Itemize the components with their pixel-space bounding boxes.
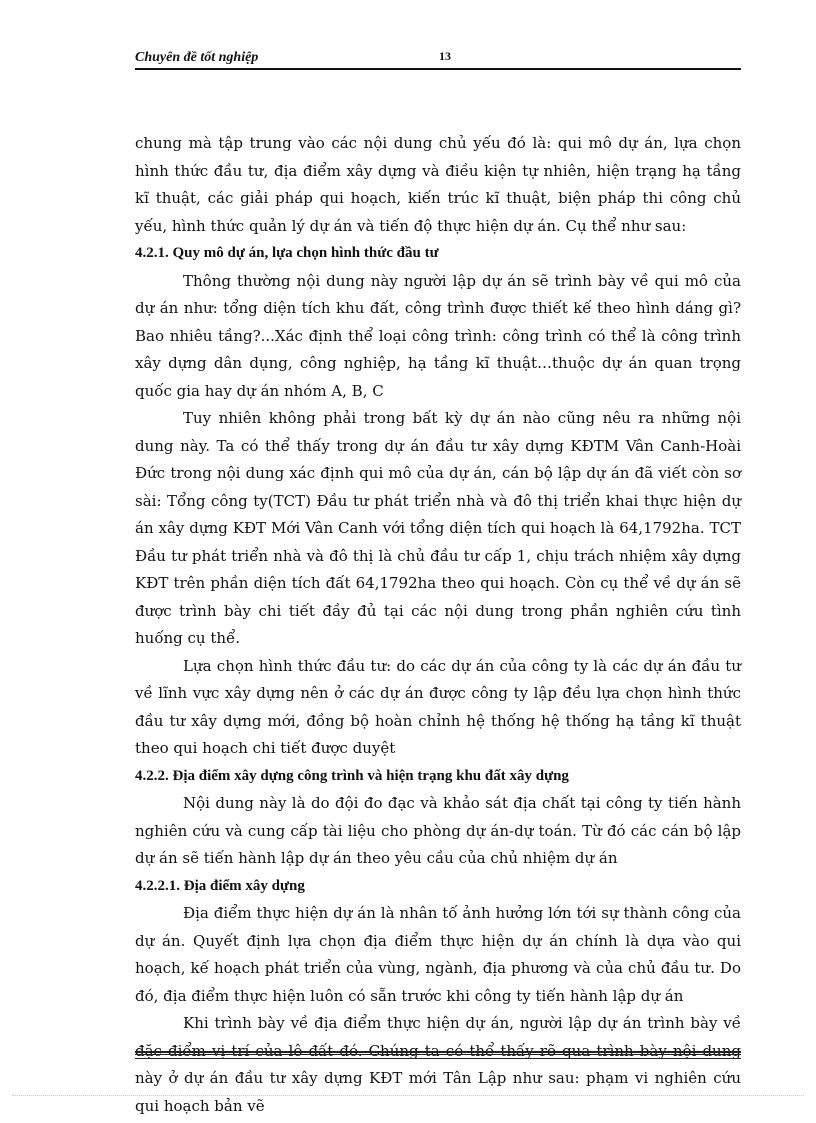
paragraph-location-detail: Khi trình bày về địa điểm thực hiện dự án, người lập dự án trình bày về đặc điểm vị trí của lô đất đó. Chúng ta có thể thấy rõ qua trình bày nội dung này ở dự án đầu tư xây dựng KĐT mới Tân Lập như sau: phạm vi nghiên cứu qui hoạch bản vẽ [135, 1014, 741, 1115]
paragraph-location: Địa điểm thực hiện dự án là nhân tố ảnh hưởng lớn tới sự thành công của dự án. Quyết định lựa chọn địa điểm thực hiện dự án chính là dựa vào qui hoạch, kế hoạch phát triển của vùng, ngành, địa phương và của chủ đầu tư. Do đó, địa điểm thực hiện luôn có sẵn trước khi công ty tiến hành lập dự án [135, 904, 741, 1005]
section-heading-4-2-1: 4.2.1. Quy mô dự án, lựa chọn hình thức đầu tư [135, 245, 439, 261]
header-title: Chuyên đề tốt nghiệp [135, 50, 259, 65]
page-bottom-dotted-border [12, 1095, 804, 1096]
footer-rule [135, 1051, 741, 1059]
paragraph-example: Tuy nhiên không phải trong bất kỳ dự án nào cũng nêu ra những nội dung này. Ta có thể thấy trong dự án đầu tư xây dựng KĐTM Vân Canh-Hoài Đức trong nội dung xác định qui mô của dự án, cán bộ lập dự án đã viết còn sơ sài: Tổng công ty(TCT) Đầu tư phát triển nhà và đô thị triển khai thực hiện dự án xây dựng KĐT Mới Vân Canh với tổng diện tích qui hoạch là 64,1792ha. TCT Đầu tư phát triển nhà và đô thị là chủ đầu tư cấp 1, chịu trách nhiệm xây dựng KĐT trên phần diện tích đất 64,1792ha theo qui hoạch. Còn cụ thể về dự án sẽ được trình bày chi tiết đầy đủ tại các nội dung trong phần nghiên cứu tình huống cụ thể. [135, 409, 741, 647]
document-body [135, 130, 741, 1120]
header-rule [135, 68, 741, 70]
page-number: 13 [439, 49, 451, 63]
page-header [135, 46, 741, 70]
section-heading-4-2-2: 4.2.2. Địa điểm xây dựng công trình và hiện trạng khu đất xây dựng [135, 767, 569, 784]
paragraph-scale: Thông thường nội dung này người lập dự án sẽ trình bày về qui mô của dự án như: tổng diện tích khu đất, công trình được thiết kế theo hình dáng gì? Bao nhiêu tầng?...Xác định thể loại công trình: công trình có thể là công trình xây dựng dân dụng, công nghiệp, hạ tầng kĩ thuật…thuộc dự án quan trọng quốc gia hay dự án nhóm A, B, C [135, 271, 741, 400]
paragraph-investment-form: Lựa chọn hình thức đầu tư: do các dự án của công ty là các dự án đầu tư về lĩnh vực xây dựng nên ở các dự án được công ty lập đều lựa chọn hình thức đầu tư xây dựng mới, đồng bộ hoàn chỉnh hệ thống hệ thống hạ tầng kĩ thuật theo qui hoạch chi tiết được duyệt [135, 656, 741, 757]
paragraph-intro: chung mà tập trung vào các nội dung chủ yếu đó là: qui mô dự án, lựa chọn hình thức đầu tư, địa điểm xây dựng và điều kiện tự nhiên, hiện trạng hạ tầng kĩ thuật, các giải pháp qui hoạch, kiến trúc kĩ thuật, biện pháp thi công chủ yếu, hình thức quản lý dự án và tiến độ thực hiện dự án. Cụ thể như sau: [135, 134, 741, 235]
section-heading-4-2-2-1: 4.2.2.1. Địa điểm xây dựng [135, 877, 305, 894]
paragraph-survey: Nội dung này là do đội đo đạc và khảo sát địa chất tại công ty tiến hành nghiên cứu và cung cấp tài liệu cho phòng dự án-dự toán. Từ đó các cán bộ lập dự án sẽ tiến hành lập dự án theo yêu cầu của chủ nhiệm dự án [135, 794, 741, 867]
